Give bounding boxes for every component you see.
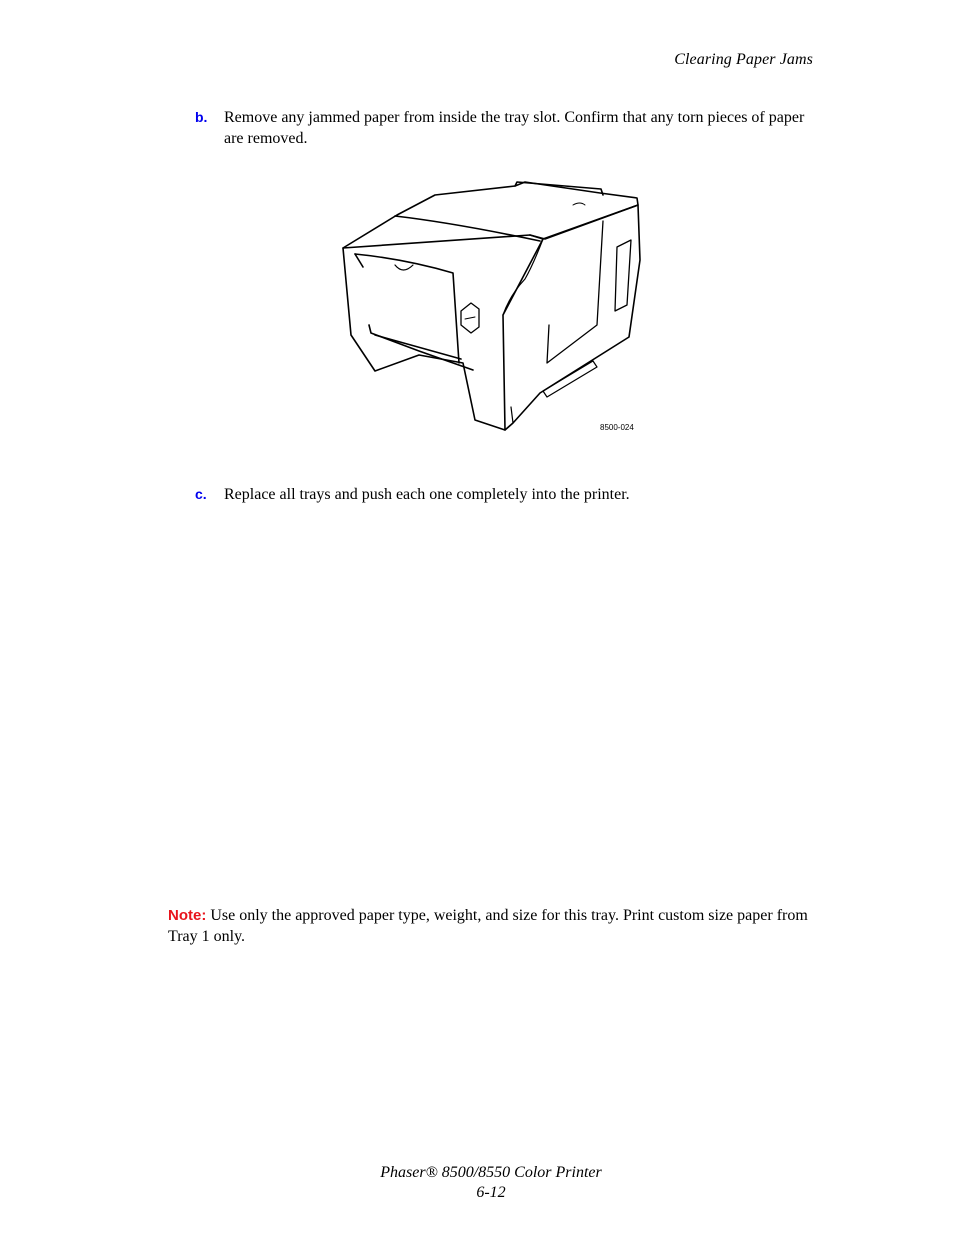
step-marker: c. — [195, 486, 207, 502]
page-footer — [0, 1163, 954, 1203]
figure-id-label: 8500-024 — [600, 423, 634, 432]
step-b — [195, 107, 815, 149]
footer-product: Phaser® 8500/8550 Color Printer — [380, 1164, 602, 1181]
step-marker: b. — [195, 109, 208, 125]
step-text: Remove any jammed paper from inside the tray slot. Confirm that any torn pieces of paper are removed. — [224, 109, 805, 147]
printer-figure — [335, 175, 645, 440]
note-label: Note: — [168, 907, 207, 924]
note-text: Use only the approved paper type, weight, and size for this tray. Print custom size paper from Tray 1 only. — [168, 907, 808, 945]
footer-page-number: 6-12 — [476, 1184, 506, 1201]
note-block — [168, 905, 818, 947]
running-head-title: Clearing Paper Jams — [674, 51, 813, 68]
printer-illustration-icon — [335, 175, 645, 440]
step-text: Replace all trays and push each one completely into the printer. — [224, 486, 630, 503]
step-c — [195, 484, 815, 505]
